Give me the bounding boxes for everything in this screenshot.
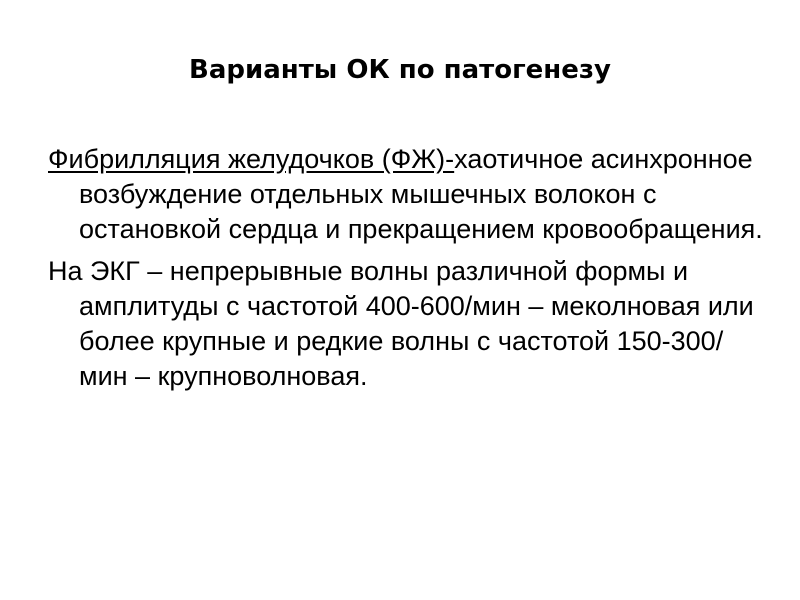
paragraph-ecg — [48, 254, 768, 394]
paragraph-definition — [48, 142, 768, 247]
definition-term: Фибрилляция желудочков (ФЖ)- — [48, 144, 455, 174]
ecg-text: На ЭКГ – непрерывные волны различной формы и амплитуды с частотой 400-600/мин – меколновая или более крупные и редкие волны с частотой 150-300/мин – крупноволновая. — [48, 256, 754, 391]
definition-text: хаотичное асинхронное возбуждение отдельных мышечных волокон с остановкой сердца и прекращением кровообращения. — [79, 144, 763, 244]
slide-body — [48, 142, 768, 401]
slide-title: Варианты ОК по патогенезу — [189, 55, 611, 85]
